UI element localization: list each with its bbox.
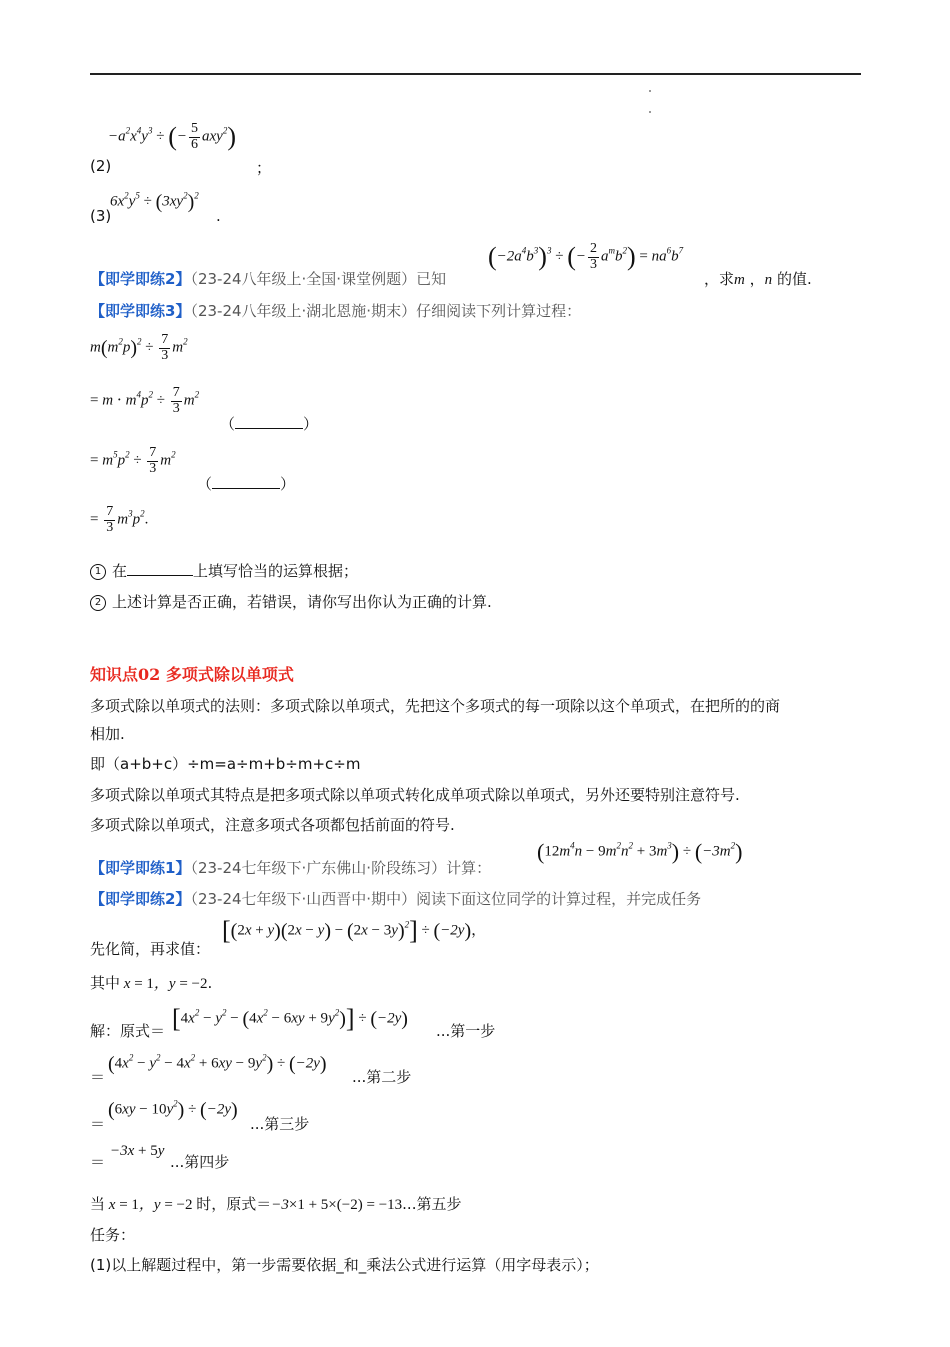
calc-line-1: $m(m^2p)^2$ ÷ $\frac{7}{3}$ $m^2$ [90,332,188,363]
exercise5-line [90,888,701,909]
reason-blank-1[interactable] [220,413,318,434]
simplify-comma: ， [471,922,487,939]
paren-open: （ [220,415,236,433]
rule-feature: 多项式除以单项式其特点是把多项式除以单项式转化成单项式除以单项式，另外还要特别注意符号. [90,786,740,804]
exercise2-expression: $(-2a^4b^3)^3$ ÷ (− $\frac{2}{3}$ $a^mb^2) = na^6b^7$ [488,241,684,272]
question-1 [90,560,358,581]
exercise3-tag: 【即学即练3】 [90,302,191,320]
eq-sign: ＝ [90,1068,106,1086]
step1-label: ...第一步 [436,1022,496,1040]
item3-expression: $6x^2y^5 \div (3xy^2)^2$ [110,190,199,213]
header-rule [90,73,861,75]
paren-close: ） [280,475,296,493]
eq-sign: ＝ [90,1153,106,1171]
when-result-label: 时，原式＝ [196,1195,272,1213]
solve-step3: $(6xy - 10y^2) \div (-2y)$ [108,1098,238,1121]
blank-line [212,487,280,489]
calc-line-4: = $\frac{7}{3}$ $m^3p^2$. [90,504,149,535]
paren-open: （ [197,475,213,493]
item2-label: (2) [90,157,112,175]
question-2 [90,591,492,612]
exercise3-source: （23-24八年级上·湖北恩施·期末）仔细阅读下列计算过程： [190,302,582,320]
var-n: n [764,272,773,288]
answer-blank[interactable] [127,574,193,576]
when-line: 当 x = 1，y = −2 时，原式＝−3×1 + 5×(−2) = −13...第五步 [90,1195,462,1213]
exercise2-ask: ，求 [704,270,735,288]
simplify-prompt: 先化简，再求值： [90,940,211,958]
step2-label: ...第二步 [352,1068,412,1086]
calc-line-3: = $m^5p^2$ ÷ $\frac{7}{3}$ $m^2$ [90,445,176,476]
item2-semicolon: ； [256,159,272,177]
rule-paragraph-line2: 相加. [90,725,125,743]
where-period: . [207,974,213,992]
var-m: m [734,272,745,288]
solve-label: 解：原式＝ [90,1022,166,1040]
exercise5-source: （23-24七年级下·山西晋中·期中）阅读下面这位同学的计算过程，并完成任务 [190,890,702,908]
step3-label: ...第三步 [250,1115,310,1133]
rule-paragraph-line1: 多项式除以单项式的法则：多项式除以单项式，先把这个多项式的每一项除以这个单项式，在把所的的商 [90,697,781,715]
exercise2-tag: 【即学即练2】 [90,270,191,288]
q1-text-b: 上填写恰当的运算根据； [193,562,359,580]
circled-number: 2 [90,595,106,611]
exercise5-tag: 【即学即练2】 [90,890,191,908]
eq-sign: ＝ [90,1115,106,1133]
blank-line [235,427,303,429]
paren-close: ） [303,415,319,433]
exercise2-comma: ， [749,270,765,288]
decor-dot [649,90,651,92]
solve-step1: $[4x^2 - y^2 - (4x^2 - 6xy + 9y^2)] \div (-2y)$ [172,1004,408,1033]
rule-sign-note: 多项式除以单项式，注意多项式各项都包括前面的符号. [90,816,455,834]
rule-formula: 即（a+b+c）÷m=a÷m+b÷m+c÷m [90,755,361,773]
section-title: 知识点02 多项式除以单项式 [90,665,294,684]
exercise4-tag: 【即学即练1】 [90,859,191,877]
exercise2-line [90,268,446,289]
exercise3-line [90,300,581,321]
solve-step4: −3x + 5y [110,1143,165,1159]
when-label: 当 [90,1195,106,1213]
exercise4-expression: $(12m^4n - 9m^2n^2 + 3m^3) \div (-3m^2)$ [537,839,743,864]
q1-text-a: 在 [112,562,128,580]
reason-blank-2[interactable] [197,473,295,494]
simplify-expression: $[(2x + y)(2x - y) - (2x - 3y)^2] \div (-2y)$， [222,916,487,945]
exercise2-end: 的值. [776,270,812,288]
calc-line-2: = $m \cdot m^4p^2$ ÷ $\frac{7}{3}$ $m^2$ [90,385,200,416]
exercise4-line [90,857,491,878]
where-label: 其中 [90,974,121,992]
exercise2-tail [704,268,812,289]
solve-step2: $(4x^2 - y^2 - 4x^2 + 6xy - 9y^2) \div (-2y)$ [108,1052,327,1075]
where-line: 其中 x = 1，y = −2. [90,974,213,992]
item3-label: (3) [90,207,112,225]
decor-dot [649,111,651,113]
exercise2-source: （23-24八年级上·全国·课堂例题）已知 [190,270,447,288]
item2-expression: $-a^2x^4y^3$ ÷ (− $\frac{5}{6}$ axy$^2$) [108,121,236,152]
step4-label: ...第四步 [170,1153,230,1171]
task-1: (1)以上解题过程中，第一步需要依据_和_乘法公式进行运算（用字母表示）； [90,1256,599,1274]
step5-label: ...第五步 [402,1195,462,1213]
exercise4-source: （23-24七年级下·广东佛山·阶段练习）计算： [190,859,492,877]
task-heading: 任务： [90,1226,136,1244]
item3-period: . [216,207,221,225]
circled-number: 1 [90,564,106,580]
q2-text: 上述计算是否正确，若错误，请你写出你认为正确的计算. [112,593,492,611]
